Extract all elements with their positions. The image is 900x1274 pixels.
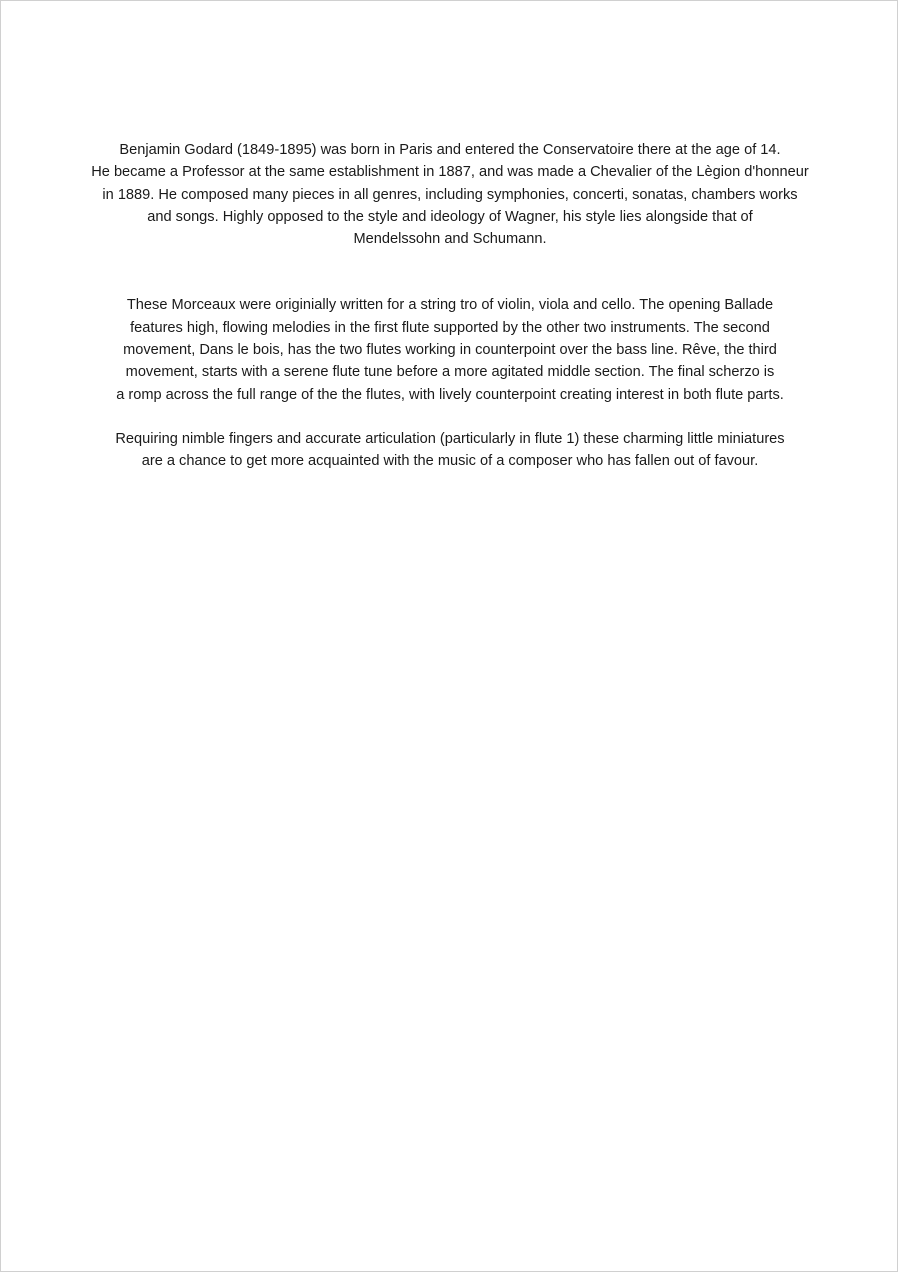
text-line: a romp across the full range of the the flutes, with lively counterpoint creating interest in both flute parts. [116, 386, 784, 403]
paragraph-movements [31, 294, 869, 405]
text-line: in 1889. He composed many pieces in all genres, including symphonies, concerti, sonatas, chambers works [102, 186, 798, 203]
text-line: Requiring nimble fingers and accurate articulation (particularly in flute 1) these charming little miniatures [115, 430, 785, 447]
text-line: are a chance to get more acquainted with the music of a composer who has fallen out of favour. [141, 453, 759, 470]
text-line: movement, starts with a serene flute tune before a more agitated middle section. The final scherzo is [125, 364, 775, 381]
text-line: movement, Dans le bois, has the two flutes working in counterpoint over the bass line. Rêve, the third [123, 342, 777, 359]
paragraph-summary [31, 428, 869, 473]
document-body [31, 139, 869, 473]
text-line: and songs. Highly opposed to the style and ideology of Wagner, his style lies alongside that of [147, 208, 753, 225]
paragraph-biography [31, 139, 869, 250]
text-line: He became a Professor at the same establishment in 1887, and was made a Chevalier of the Lègion d'honneur [91, 164, 809, 181]
text-line: Benjamin Godard (1849-1895) was born in Paris and entered the Conservatoire there at the age of 14. [119, 142, 781, 158]
text-line: features high, flowing melodies in the first flute supported by the other two instruments. The second [130, 319, 770, 336]
text-line: These Morceaux were originially written for a string tro of violin, viola and cello. The opening Ballade [126, 297, 774, 314]
text-line: Mendelssohn and Schumann. [353, 231, 547, 248]
